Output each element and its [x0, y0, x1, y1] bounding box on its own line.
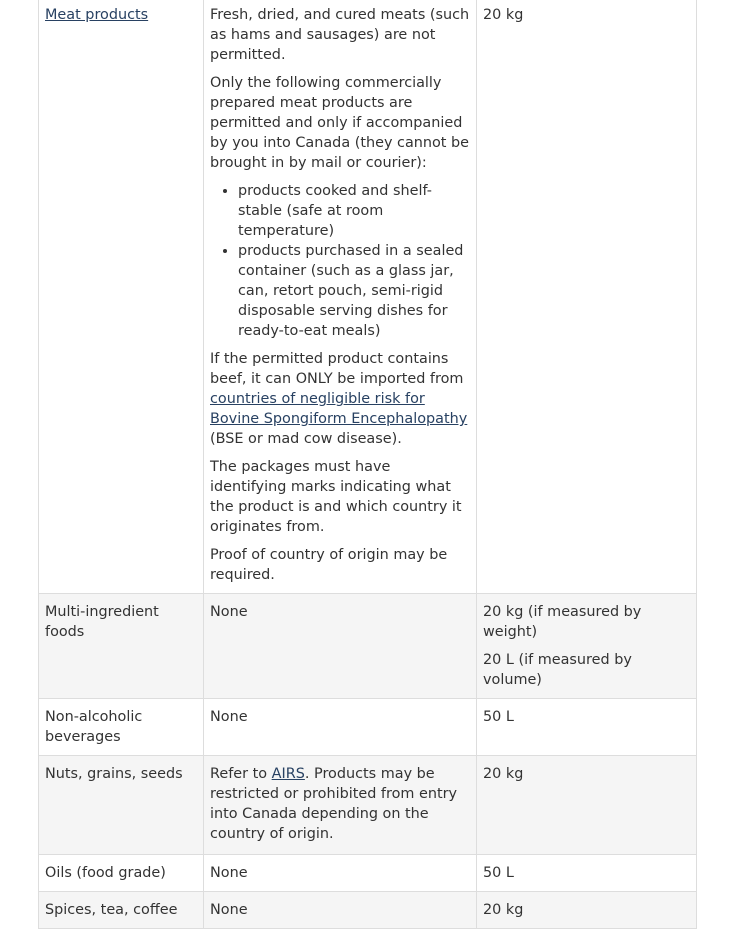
list-item: • products purchased in a sealed container (such as a glass jar, can, retort pouch, semi-rigid disposable serving dishes for ready-to-eat meals) — [238, 241, 471, 341]
product-cell — [39, 892, 204, 929]
restrictions-cell — [204, 594, 477, 699]
bse-countries-link[interactable]: countries of negligible risk for Bovine Spongiform Encephalopathy — [210, 391, 468, 427]
limit-value: 20 kg — [483, 766, 524, 782]
restrictions-cell — [204, 0, 477, 594]
table-row — [39, 699, 697, 756]
restriction-text: None — [210, 902, 248, 918]
limit-cell — [477, 756, 697, 855]
product-name: Non-alcoholic beverages — [45, 709, 143, 745]
product-cell — [39, 756, 204, 855]
meat-products-link[interactable]: Meat products — [45, 7, 149, 23]
product-name: Oils (food grade) — [45, 865, 166, 881]
limit-cell — [477, 699, 697, 756]
product-cell — [39, 594, 204, 699]
bse-paragraph: If the permitted product contains beef, it can ONLY be imported from countries of negligible risk for Bovine Spongiform Encephalopathy (BSE or mad cow disease). — [210, 351, 468, 447]
limit-value: 20 L (if measured by volume) — [483, 652, 632, 688]
restrictions-cell — [204, 892, 477, 929]
limit-cell — [477, 855, 697, 892]
restriction-paragraph: Only the following commercially prepared meat products are permitted and only if accompanied by you into Canada (they cannot be brought in by mail or courier): — [210, 75, 470, 171]
product-cell — [39, 699, 204, 756]
limit-value: 50 L — [483, 709, 514, 725]
restriction-text: None — [210, 604, 248, 620]
table-row — [39, 855, 697, 892]
permitted-products-list — [210, 181, 471, 341]
list-item: • products cooked and shelf-stable (safe at room temperature) — [238, 181, 471, 241]
restrictions-cell — [204, 855, 477, 892]
restriction-text: None — [210, 709, 248, 725]
import-limits-table — [38, 0, 697, 929]
limit-cell — [477, 892, 697, 929]
restrictions-cell: Refer to AIRS. Products may be restricted or prohibited from entry into Canada depending on the country of origin. — [204, 756, 477, 855]
limit-value: 20 kg (if measured by weight) — [483, 604, 642, 640]
table-row — [39, 756, 697, 855]
limit-cell — [477, 0, 697, 594]
table-row — [39, 594, 697, 699]
limit-cell — [477, 594, 697, 699]
limit-value: 50 L — [483, 865, 514, 881]
table-wrapper — [38, 0, 697, 929]
restriction-paragraph: Fresh, dried, and cured meats (such as hams and sausages) are not permitted. — [210, 7, 470, 63]
product-name: Spices, tea, coffee — [45, 902, 178, 918]
product-name: Nuts, grains, seeds — [45, 766, 183, 782]
restrictions-cell — [204, 699, 477, 756]
limit-value: 20 kg — [483, 7, 524, 23]
table-row — [39, 892, 697, 929]
airs-link[interactable]: AIRS — [271, 766, 305, 782]
restriction-paragraph: Proof of country of origin may be required. — [210, 547, 448, 583]
restriction-paragraph: The packages must have identifying marks indicating what the product is and which country it originates from. — [210, 459, 462, 535]
product-name: Multi-ingredient foods — [45, 604, 159, 640]
product-cell — [39, 0, 204, 594]
limit-value: 20 kg — [483, 902, 524, 918]
table-row — [39, 0, 697, 594]
product-cell — [39, 855, 204, 892]
restriction-text: None — [210, 865, 248, 881]
